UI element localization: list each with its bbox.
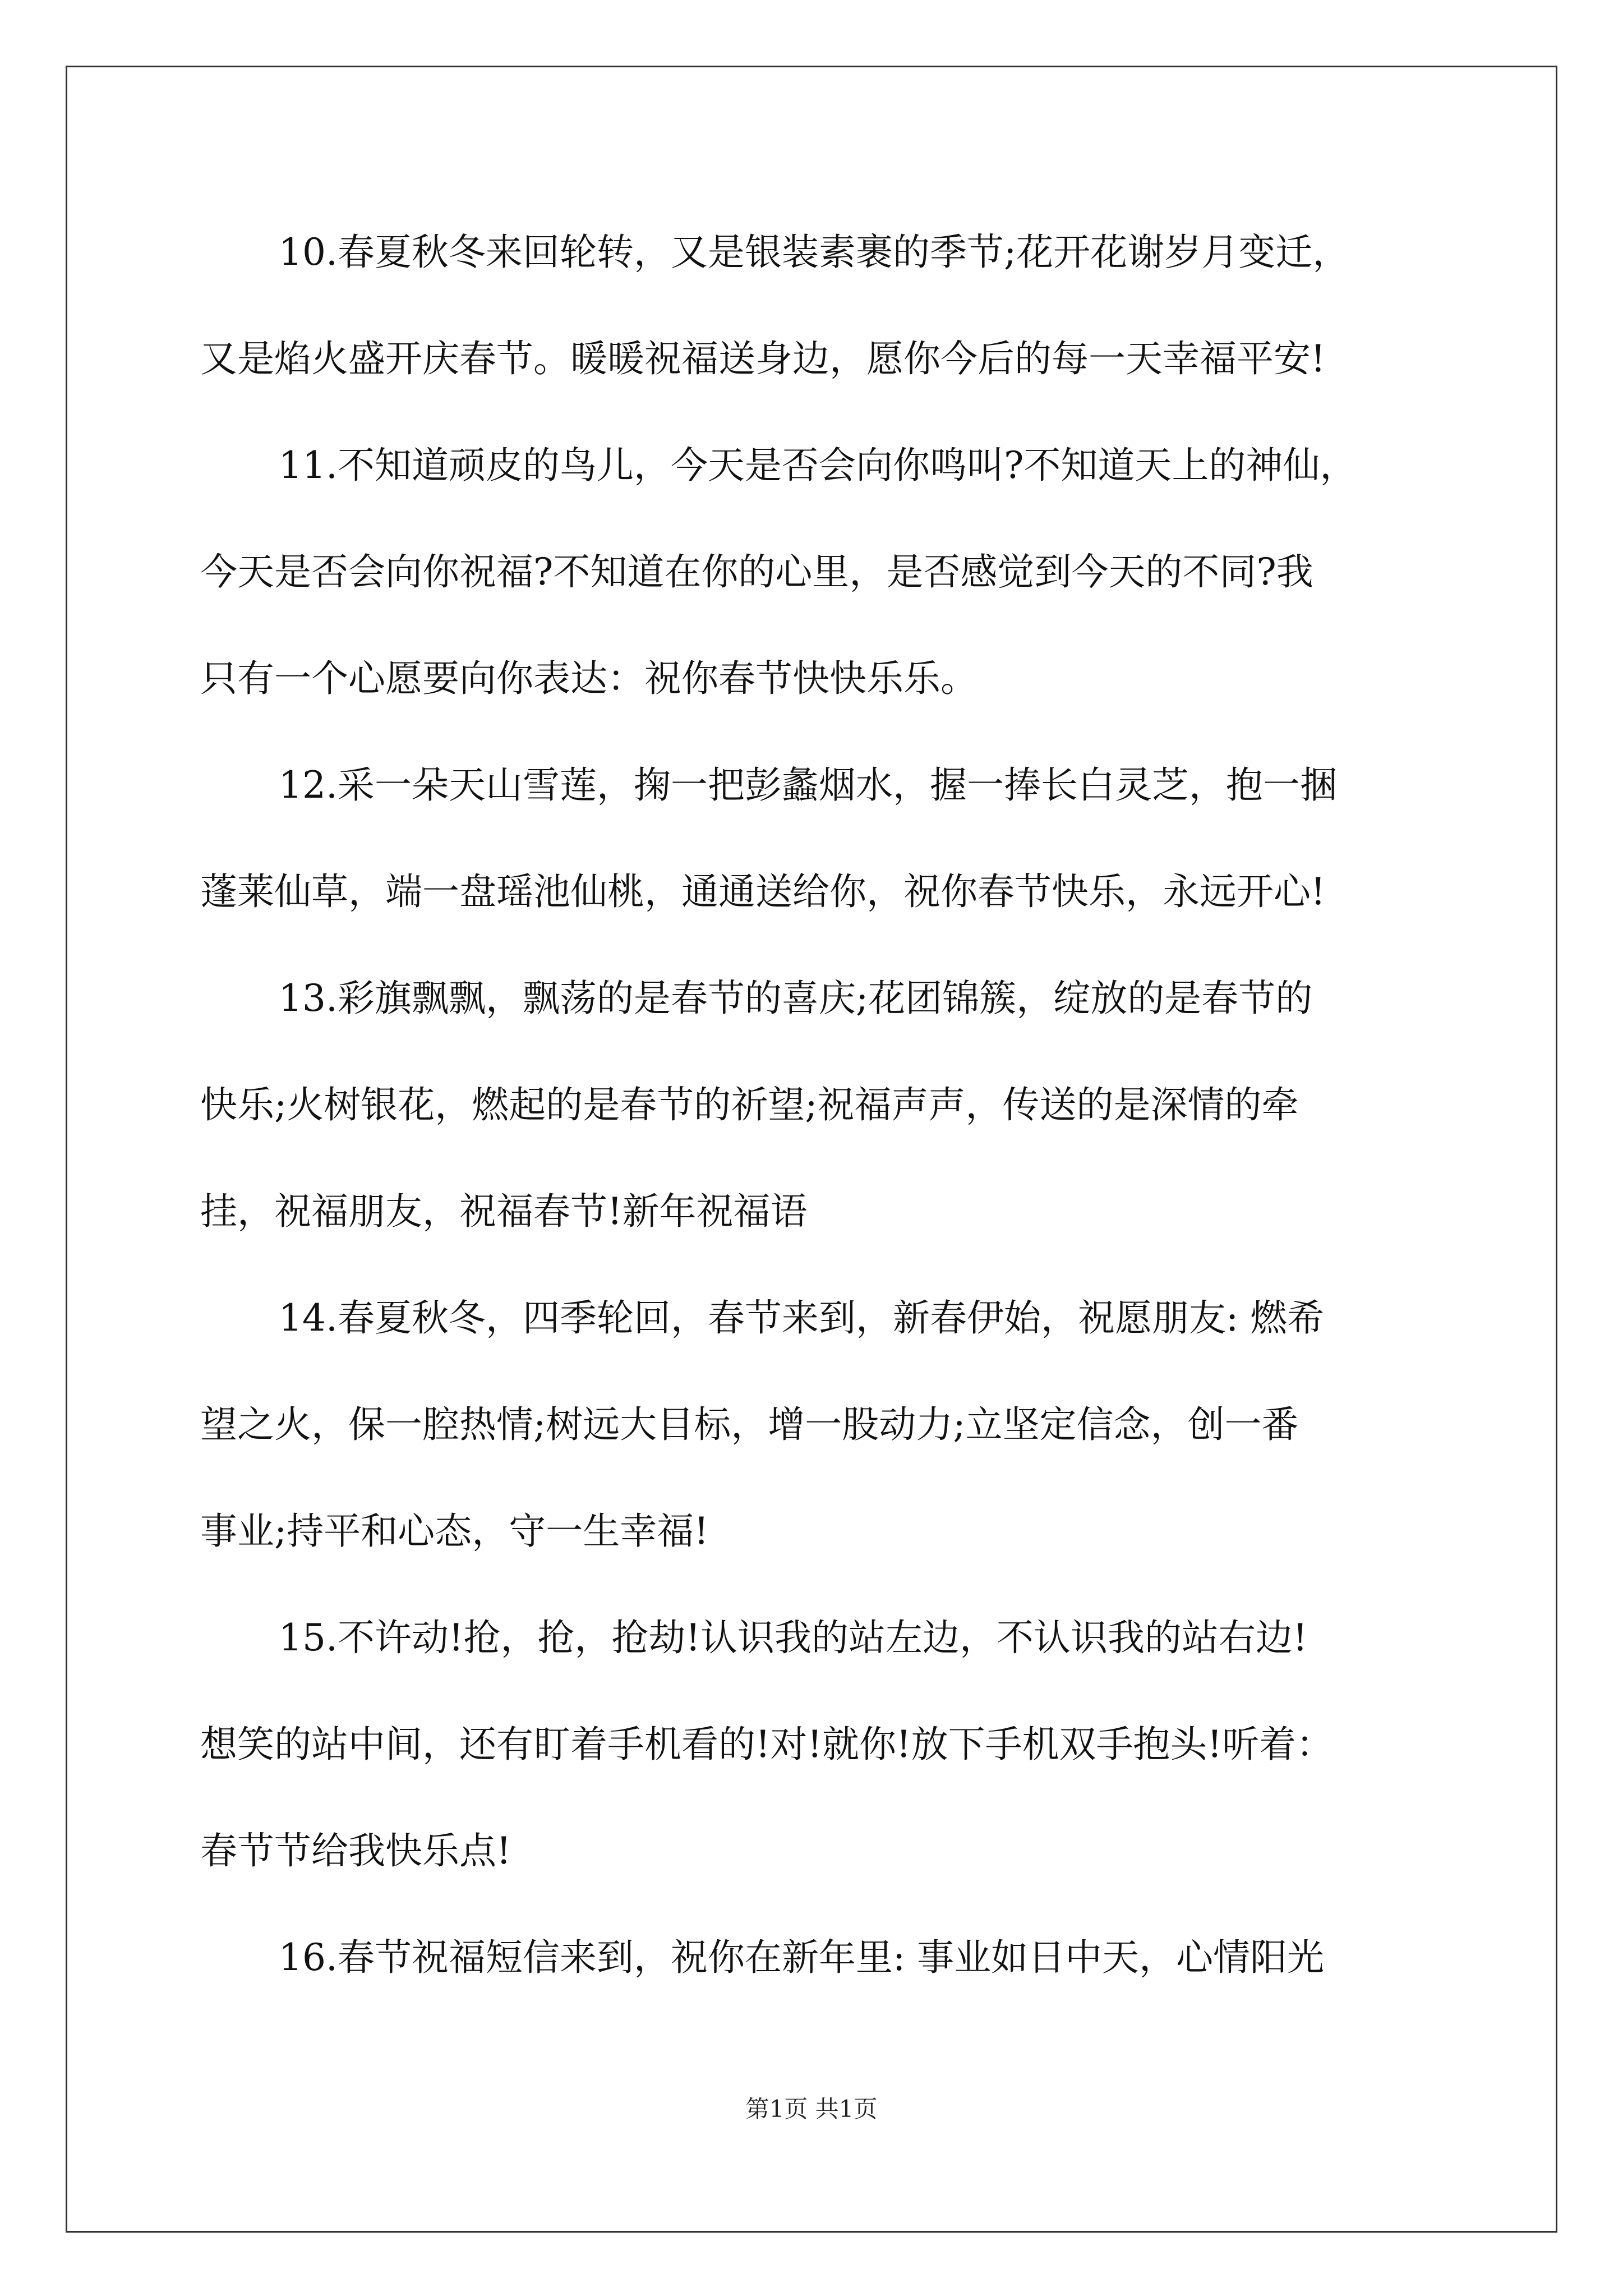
text-line: 11.不知道顽皮的鸟儿，今天是否会向你鸣叫?不知道天上的神仙， xyxy=(279,444,1357,487)
page-footer: 第1页 共1页 xyxy=(745,2095,878,2123)
text-line: 望之火，保一腔热情;树远大目标，增一股动力;立坚定信念，创一番 xyxy=(200,1403,1299,1446)
text-line: 想笑的站中间，还有盯着手机看的!对!就你!放下手机双手抱头!听着： xyxy=(200,1723,1334,1766)
text-line: 只有一个心愿要向你表达：祝你春节快快乐乐。 xyxy=(200,657,978,700)
text-line: 春节节给我快乐点! xyxy=(200,1829,511,1872)
text-line: 16.春节祝福短信来到，祝你在新年里: 事业如日中天，心情阳光 xyxy=(279,1936,1325,1979)
text-line: 13.彩旗飘飘，飘荡的是春节的喜庆;花团锦簇，绽放的是春节的 xyxy=(279,977,1313,1020)
text-line: 14.春夏秋冬，四季轮回，春节来到，新春伊始，祝愿朋友: 燃希 xyxy=(279,1296,1325,1340)
text-line: 今天是否会向你祝福?不知道在你的心里，是否感觉到今天的不同?我 xyxy=(200,550,1313,593)
text-line: 又是焰火盛开庆春节。暖暖祝福送身边，愿你今后的每一天幸福平安! xyxy=(200,337,1326,380)
text-line: 挂，祝福朋友，祝福春节!新年祝福语 xyxy=(200,1190,808,1233)
document-body xyxy=(200,199,1426,2011)
text-line: 15.不许动!抢，抢，抢劫!认识我的站左边，不认识我的站右边! xyxy=(279,1616,1308,1659)
text-line: 12.采一朵天山雪莲，掬一把彭蠡烟水，握一捧长白灵芝，抱一捆 xyxy=(279,763,1337,807)
text-line: 事业;持平和心态，守一生幸福! xyxy=(200,1510,709,1553)
text-line: 快乐;火树银花，燃起的是春节的祈望;祝福声声，传送的是深情的牵 xyxy=(200,1083,1299,1126)
text-line: 蓬莱仙草，端一盘瑶池仙桃，通通送给你，祝你春节快乐，永远开心! xyxy=(200,870,1326,913)
text-line: 10.春夏秋冬来回轮转，又是银装素裹的季节;花开花谢岁月变迁， xyxy=(279,231,1350,274)
